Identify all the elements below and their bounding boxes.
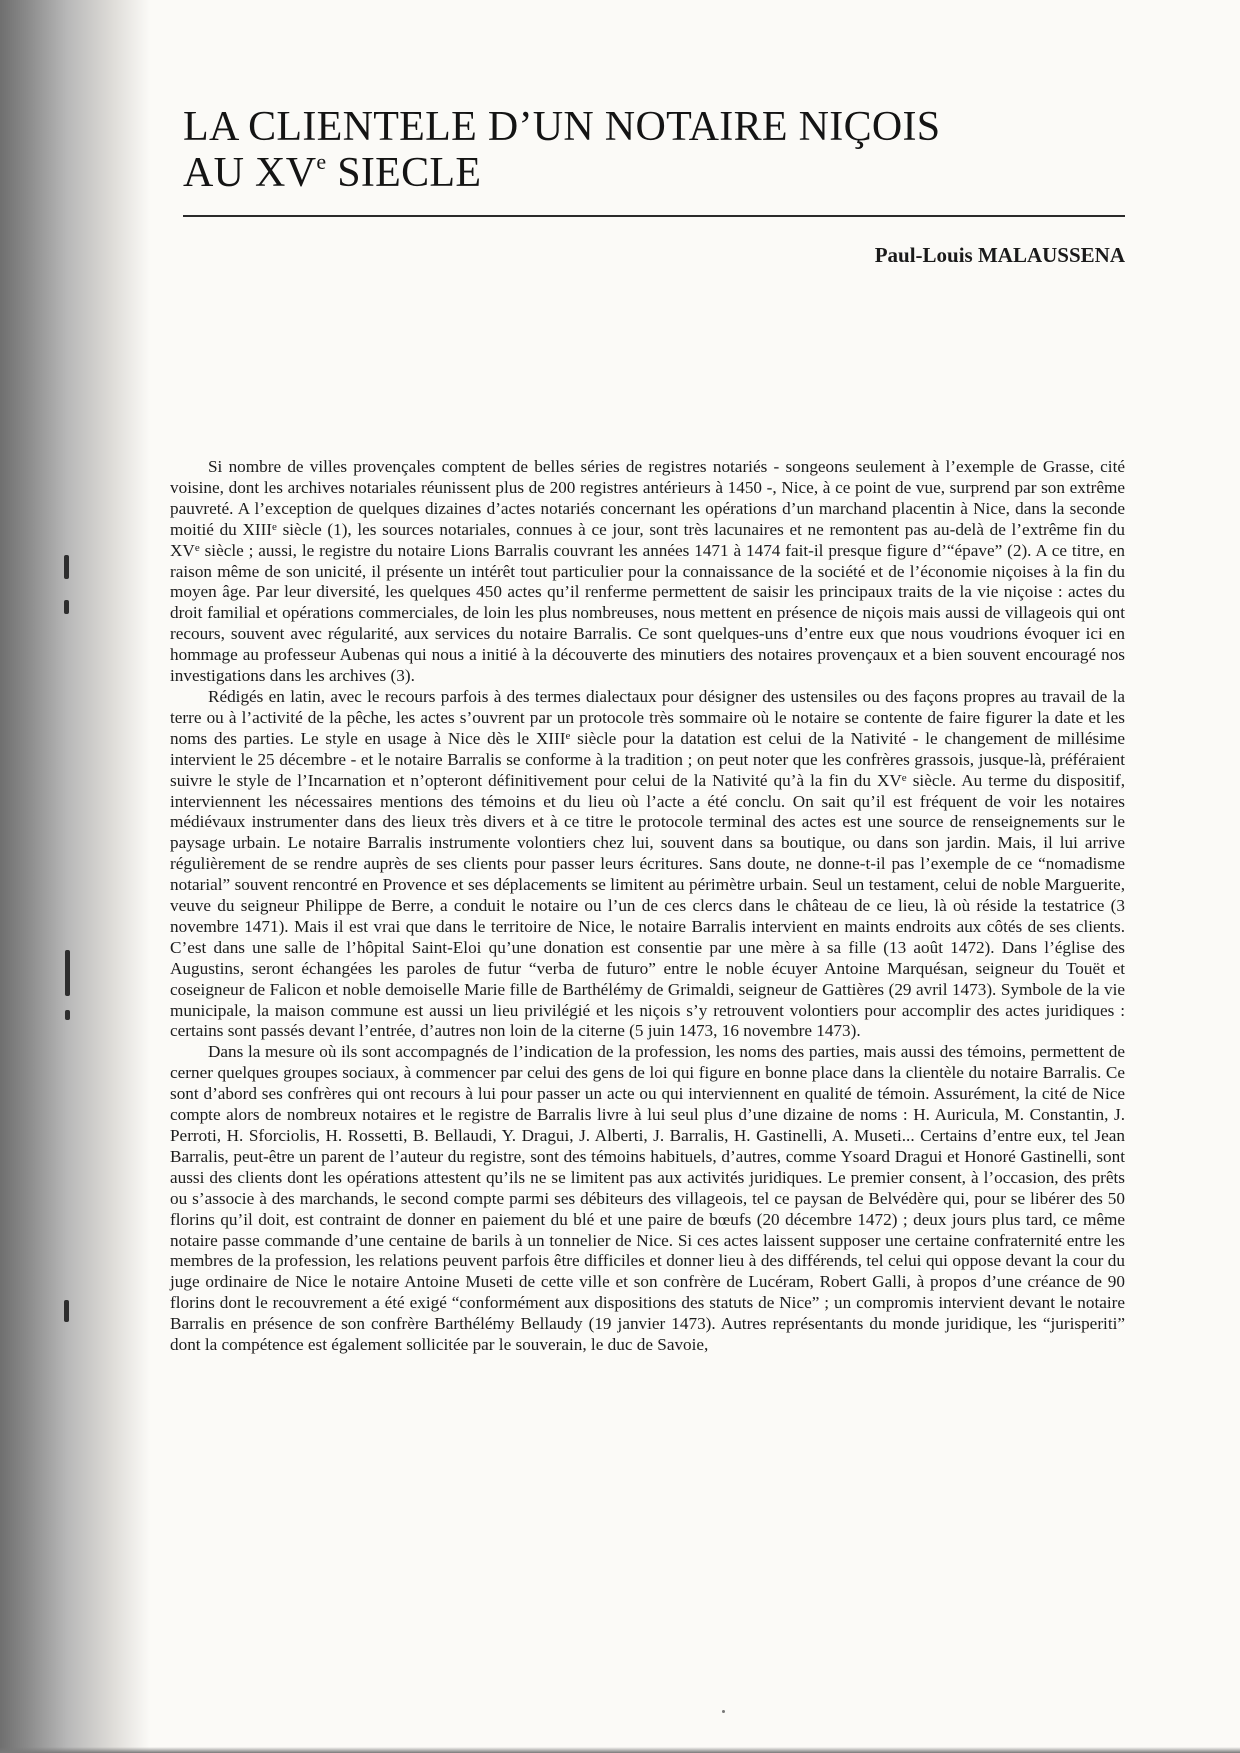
superscript-e: e xyxy=(194,541,200,554)
superscript-e: e xyxy=(272,520,277,533)
margin-mark xyxy=(64,555,69,579)
binding-shadow xyxy=(0,0,150,1753)
paragraph-2-segment: siècle. Au terme du dispositif, interviennent les nécessaires mentions des témoins et du lieu où l’acte a été conclu. On sait qu’il est fréquent de voir les notaires médiévaux instrumenter dans des lieux très divers et à ce titre le protocole terminal des actes est une source de renseignements sur le paysage urbain. Le notaire Barralis instrumente volontiers chez lui, souvent dans sa boutique, ou dans son jardin. Mais, il lui arrive régulièrement de se rendre auprès de ses clients pour passer leurs écritures. Sans doute, ne donne-t-il pas l’exemple de ce “nomadisme notarial” souvent rencontré en Provence et ses déplacements se limitent au périmètre urbain. Seul un testament, celui de noble Marguerite, veuve du seigneur Philippe de Berre, a conduit le notaire ou l’un de ces clercs dans le château de ce lieu, là où réside la testatrice (3 novembre 1471). Mais il est vrai que dans le territoire de Nice, le notaire Barralis intervient en maints endroits aux côtés de ses clients. C’est dans une salle de l’hôpital Saint-Eloi qu’une donation est consentie par une mère à sa fille (13 août 1472). Dans l’église des Augustins, seront échangées les paroles de futur “verba de futuro” entre le noble écuyer Antoine Marquésan, seigneur du Touët et coseigneur de Falicon et noble demoiselle Marie fille de Barthélémy de Grimaldi, seigneur de Gattières (29 avril 1473). Symbole de la vie municipale, la maison commune est aussi un lieu privilégié et les niçois s’y retrouvent volontiers pour accomplir des actes juridiques : certains sont passés devant l’entrée, d’autres non loin de la citerne (5 juin 1473, 16 novembre 1473). xyxy=(170,770,1125,1041)
title-line-2 xyxy=(183,150,1143,196)
margin-mark xyxy=(64,1300,69,1322)
article-body xyxy=(170,457,1125,1356)
paragraph-3: Dans la mesure où ils sont accompagnés de l’indication de la profession, les noms des parties, mais aussi des témoins, permettent de cerner quelques groupes sociaux, à commencer par celui des gens de loi qui figure en bonne place dans la clientèle du notaire Barralis. Ce sont d’abord ses confrères qui ont recours à lui pour passer un acte ou qui interviennent en qualité de témoin. Assurément, la cité de Nice compte alors de nombreux notaires et le registre de Barralis livre à lui seul plus d’une dizaine de noms : H. Auricula, M. Constantin, J. Perroti, H. Sforciolis, H. Rossetti, B. Bellaudi, Y. Dragui, J. Alberti, J. Barralis, H. Gastinelli, A. Museti... Certains d’entre eux, tel Jean Barralis, peut-être un parent de l’auteur du registre, sont des témoins habituels, d’autres, comme Ysoard Dragui et Honoré Gastinelli, sont aussi des clients dont les opérations attestent qu’ils ne se limitent pas aux activités juridiques. Le premier consent, à l’occasion, des prêts ou s’associe à des marchands, le second compte parmi ses débiteurs des villageois, tel ce paysan de Belvédère qui, pour se libérer des 50 florins qu’il doit, est contraint de donner en paiement du blé et une paire de bœufs (20 décembre 1472) ; deux jours plus tard, ce même notaire passe commande d’une centaine de barils à un tonnelier de Nice. Si ces actes laissent supposer une certaine confraternité entre les membres de la profession, les relations peuvent parfois être difficiles et donner lieu à des différends, tel celui qui oppose devant la cour du juge ordinaire de Nice le notaire Antoine Museti de cette ville et son confrère de Lucéram, Robert Galli, à propos d’une créance de 90 florins dont le recouvrement a été exigé “conformément aux dispositions des statuts de Nice” ; un compromis intervient devant le notaire Barralis en présence de son confrère Barthélémy Bellaudy (19 janvier 1473). Autres représentants du monde juridique, les “jurisperiti” dont la compétence est également sollicitée par le souverain, le duc de Savoie, xyxy=(170,1042,1125,1355)
paragraph-2-segment: siècle pour la datation est celui de la Nativité - le changement de millésime intervient le 25 décembre - et le notaire Barralis se conforme à la tradition ; on peut noter que les confrères grassois, jusque-là, préféraient suivre le style de l’Incarnation et n’opteront définitivement pour celui de la Nativité qu’à la fin du XV xyxy=(170,728,1125,790)
paragraph-2 xyxy=(170,687,1125,1042)
title-line-2-end: SIECLE xyxy=(326,150,482,196)
page-bottom-edge xyxy=(0,1747,1240,1753)
margin-mark xyxy=(64,600,69,614)
page-speck xyxy=(722,1710,725,1713)
margin-mark xyxy=(65,950,70,996)
title-rule xyxy=(183,215,1125,217)
margin-mark xyxy=(65,1010,70,1020)
author-byline: Paul-Louis MALAUSSENA xyxy=(874,243,1125,267)
paragraph-1-segment: Si nombre de villes provençales comptent de belles séries de registres notariés - songeons seulement à l’exemple de Grasse, cité voisine, dont les archives notariales réunissent plus de 200 registres antérieurs à 1450 -, Nice, à ce point de vue, surprend par son extrême pauvreté. A l’exception de quelques dizaines d’actes notariés concernant les opérations d’un marchand placentin à Nice, dans la seconde moitié du XIII xyxy=(170,457,1125,539)
superscript-e: e xyxy=(565,729,571,742)
title-line-2-main: AU XV xyxy=(183,150,317,196)
title-superscript: e xyxy=(316,149,327,174)
paragraph-1 xyxy=(170,457,1125,687)
superscript-e: e xyxy=(901,771,907,784)
paragraph-1-segment: siècle (1), les sources notariales, connues à ce jour, sont très lacunaires et ne remontent pas au-delà de l’extrême fin du XV xyxy=(170,519,1125,560)
title-line-1: LA CLIENTELE D’UN NOTAIRE NIÇOIS xyxy=(183,104,941,150)
paragraph-1-segment: siècle ; aussi, le registre du notaire Lions Barralis couvrant les années 1471 à 1474 fait-il presque figure d’“épave” (2). A ce titre, en raison même de son unicité, il présente un intérêt tout particulier pour la connaissance de la société et de l’économie niçoises à la fin du moyen âge. Par leur diversité, les quelques 450 actes qu’il renferme permettent de saisir les principaux traits de la vie niçoise : actes du droit familial et opérations commerciales, de loin les plus nombreuses, nous mettent en présence de niçois mais aussi de villageois qui ont recours, souvent avec régularité, aux services du notaire Barralis. Ce sont quelques-uns d’entre eux que nous voudrions évoquer ici en hommage au professeur Aubenas qui nous a initié à la découverte des minutiers des notaires provençaux et a bien souvent encouragé nos investigations dans les archives (3). xyxy=(170,540,1125,686)
paragraph-2-segment: Rédigés en latin, avec le recours parfois à des termes dialectaux pour désigner des ustensiles ou des façons propres au travail de la terre ou à l’activité de la pêche, les actes s’ouvrent par un protocole très sommaire où le notaire se contente de faire figurer la date et les noms des parties. Le style en usage à Nice dès le XIII xyxy=(170,686,1125,748)
article-title xyxy=(183,104,1143,196)
